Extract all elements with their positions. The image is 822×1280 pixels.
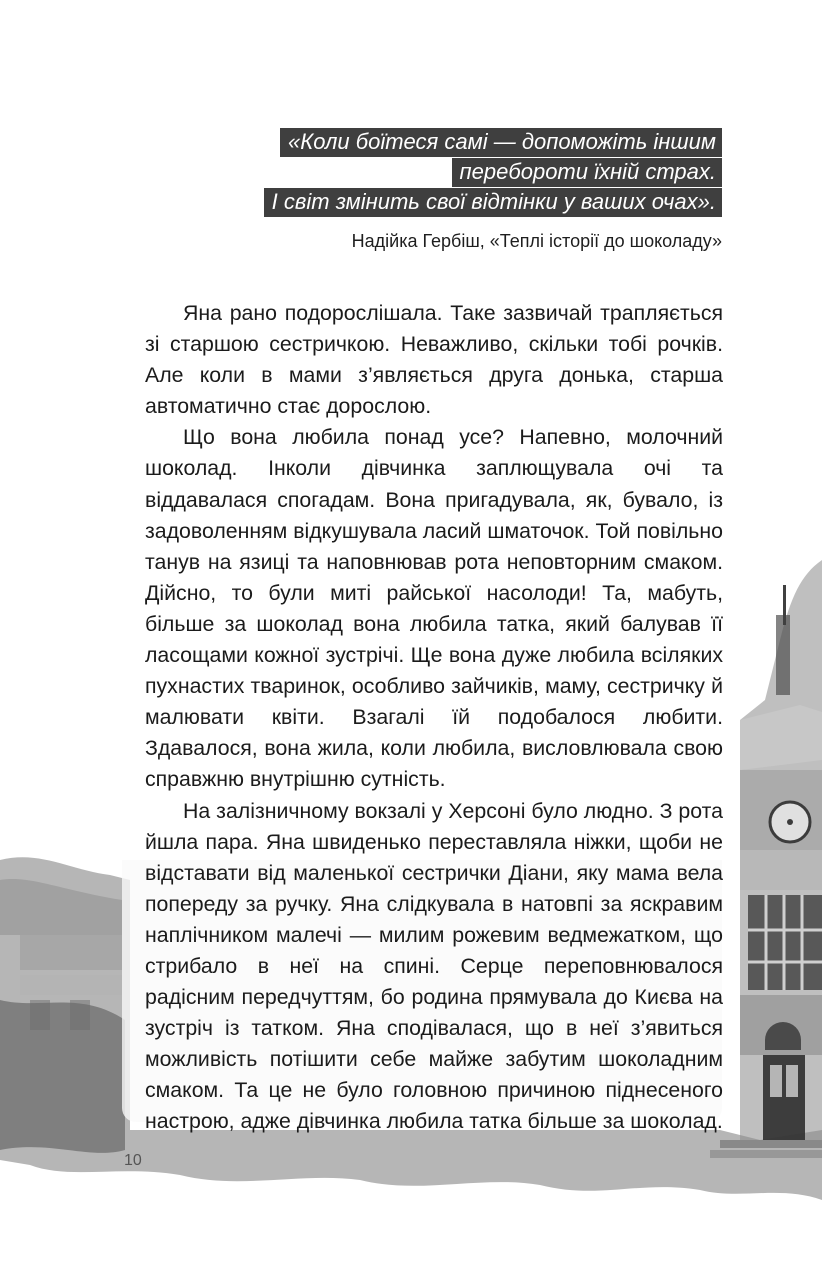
- epigraph-line: перебороти їхній страх.: [452, 158, 722, 187]
- epigraph: [264, 128, 722, 218]
- paragraph: На залізничному вокзалі у Херсоні було людно. З рота йшла пара. Яна швиденько переставляла ніжки, щоби не відставати від маленької сестрички Діани, яку мама вела попереду за ручку. Яна слідкувала в натовпі за яскравим наплічником малечі — милим рожевим ведмежатком, що стрибало в неї на спині. Серце переповнювалося радісним передчуттям, бо родина прямувала до Києва на зустріч із татком. Яна сподівалася, що в неї з’явиться можливість потішити себе майже забутим шоколадним смаком. Та це не було головною причиною піднесеного настрою, адже дівчинка любила татка більше за шоколад.: [145, 798, 723, 1134]
- paragraph: Що вона любила понад усе? Напевно, молочний шоколад. Інколи дівчинка заплющувала очі та віддавалася спогадам. Вона пригадувала, як, бувало, із задоволенням відкушувала ласий шматочок. Той повільно танув на язиці та наповнював рота неповторним смаком. Дійсно, то були миті райської насолоди! Та, мабуть, більше за шоколад вона любила татка, який балував її ласощами кожної зустрічі. Ще вона дуже любила всіляких пухнастих тваринок, особливо зайчиків, маму, сестричку й малювати квіти. Взагалі їй подобалося любити. Здавалося, вона жила, коли любила, висловлювала свою справжню внутрішню сутність.: [145, 425, 723, 792]
- epigraph-line: І світ змінить свої відтінки у ваших очах».: [264, 188, 722, 217]
- epigraph-line: «Коли боїтеся самі — допоможіть іншим: [280, 128, 722, 157]
- paragraph: Яна рано подорослішала. Таке зазвичай трапляється зі старшою сестричкою. Неважливо, скільки тобі рочків. Але коли в мами з’являється друга донька, старша автоматично стає дорослою.: [145, 301, 723, 419]
- body-text: [145, 298, 723, 1138]
- epigraph-attribution: Надійка Гербіш, «Теплі історії до шоколаду»: [351, 231, 722, 251]
- page-number: 10: [124, 1152, 142, 1169]
